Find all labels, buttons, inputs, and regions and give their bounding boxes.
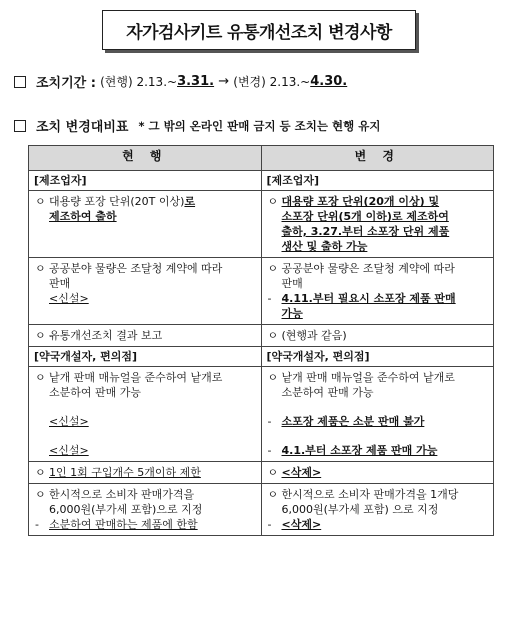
- dash: -: [267, 292, 272, 305]
- section-label: [제조업자]: [29, 171, 262, 191]
- bullet: ㅇ: [35, 488, 46, 501]
- period-changed-end: 4.30.: [310, 74, 348, 89]
- cell-text: 대용량 포장 단위(20개 이상) 및: [281, 195, 440, 208]
- cell-text: 6,000원(부가세 포함) 으로 지정: [281, 503, 439, 516]
- cell-text: 소분하여 판매 가능: [49, 386, 142, 399]
- cell-changed: [261, 367, 494, 462]
- comparison-note: * 그 밖의 온라인 판매 금지 등 조치는 현행 유지: [138, 118, 381, 133]
- cell-text: 제조하여 출하: [49, 210, 117, 223]
- period-line: [14, 72, 347, 91]
- cell-current: [29, 258, 262, 325]
- cell-text: 로: [184, 195, 196, 208]
- cell-changed: [261, 258, 494, 325]
- bullet: ㅇ: [267, 466, 279, 479]
- comparison-table: [28, 145, 494, 536]
- table-row: [29, 258, 494, 325]
- new-tag: <신설>: [49, 444, 89, 457]
- cell-text: 유통개선조치 결과 보고: [49, 329, 163, 342]
- period-current-prefix: (현행) 2.13.~: [100, 75, 178, 89]
- cell-text: 4.1.부터 소포장 제품 판매 가능: [281, 444, 438, 457]
- cell-text: (현행과 같음): [281, 329, 347, 342]
- dash: -: [267, 444, 272, 457]
- new-tag: <신설>: [49, 292, 89, 305]
- bullet: ㅇ: [267, 371, 279, 384]
- comparison-label: 조치 변경대비표: [36, 120, 129, 135]
- cell-text: 대용량 포장 단위(20T 이상): [49, 195, 185, 208]
- dash: -: [267, 415, 272, 428]
- table-header-row: [29, 146, 494, 171]
- cell-text: 소분하여 판매 가능: [281, 386, 374, 399]
- cell-text: 가능: [281, 307, 303, 320]
- cell-current: [29, 484, 262, 536]
- cell-text: 소분하여 판매하는 제품에 한함: [49, 518, 198, 531]
- cell-text: 판매: [49, 277, 71, 290]
- cell-text: 공공분야 물량은 조달청 계약에 따라: [281, 262, 455, 275]
- cell-text: 한시적으로 소비자 판매가격을 1개당: [281, 488, 459, 501]
- section-label: [약국개설자, 편의점]: [261, 347, 494, 367]
- bullet: ㅇ: [267, 262, 279, 275]
- period-changed-prefix: (변경) 2.13.~: [233, 75, 311, 89]
- table-row: [29, 325, 494, 347]
- dash: -: [35, 518, 39, 531]
- arrow-icon: →: [218, 74, 230, 89]
- cell-current: [29, 462, 262, 484]
- cell-text: 판매: [281, 277, 303, 290]
- bullet: ㅇ: [267, 195, 279, 208]
- section-row: [29, 347, 494, 367]
- table-row: [29, 367, 494, 462]
- period-current-end: 3.31.: [177, 74, 215, 89]
- cell-text: 한시적으로 소비자 판매가격을: [49, 488, 195, 501]
- square-bullet-icon: [14, 76, 26, 88]
- cell-text: 낱개 판매 매뉴얼을 준수하여 낱개로: [49, 371, 223, 384]
- table-row: [29, 462, 494, 484]
- section-row: [29, 171, 494, 191]
- bullet: ㅇ: [35, 371, 46, 384]
- bullet: ㅇ: [267, 488, 279, 501]
- bullet: ㅇ: [35, 329, 46, 342]
- square-bullet-icon: [14, 120, 26, 132]
- section-label: [제조업자]: [261, 171, 494, 191]
- cell-text: 공공분야 물량은 조달청 계약에 따라: [49, 262, 223, 275]
- cell-changed: [261, 484, 494, 536]
- cell-text: 6,000원(부가세 포함)으로 지정: [49, 503, 203, 516]
- cell-current: [29, 325, 262, 347]
- bullet: ㅇ: [35, 262, 46, 275]
- dash: -: [267, 518, 272, 531]
- cell-changed: [261, 325, 494, 347]
- delete-tag: <삭제>: [281, 466, 322, 479]
- cell-text: 생산 및 출하 가능: [281, 240, 368, 253]
- table-row: [29, 191, 494, 258]
- delete-tag: <삭제>: [281, 518, 322, 531]
- cell-changed: [261, 191, 494, 258]
- cell-current: [29, 191, 262, 258]
- cell-text: 4.11.부터 필요시 소포장 제품 판매: [281, 292, 456, 305]
- header-current: 현 행: [29, 146, 262, 171]
- cell-text: 낱개 판매 매뉴얼을 준수하여 낱개로: [281, 371, 455, 384]
- header-changed: 변 경: [261, 146, 494, 171]
- section-label: [약국개설자, 편의점]: [29, 347, 262, 367]
- cell-changed: [261, 462, 494, 484]
- comparison-line: [14, 116, 380, 135]
- cell-current: [29, 367, 262, 462]
- bullet: ㅇ: [267, 329, 279, 342]
- cell-text: 1인 1회 구입개수 5개이하 제한: [49, 466, 201, 479]
- table-row: [29, 484, 494, 536]
- bullet: ㅇ: [35, 466, 46, 479]
- new-tag: <신설>: [49, 415, 89, 428]
- period-label: 조치기간 :: [36, 76, 96, 91]
- document-title: 자가검사키트 유통개선조치 변경사항: [102, 10, 416, 50]
- cell-text: 소포장 단위(5개 이하)로 제조하여: [281, 210, 449, 223]
- cell-text: 출하, 3.27.부터 소포장 단위 제품: [281, 225, 450, 238]
- cell-text: 소포장 제품은 소분 판매 불가: [281, 415, 425, 428]
- bullet: ㅇ: [35, 195, 46, 208]
